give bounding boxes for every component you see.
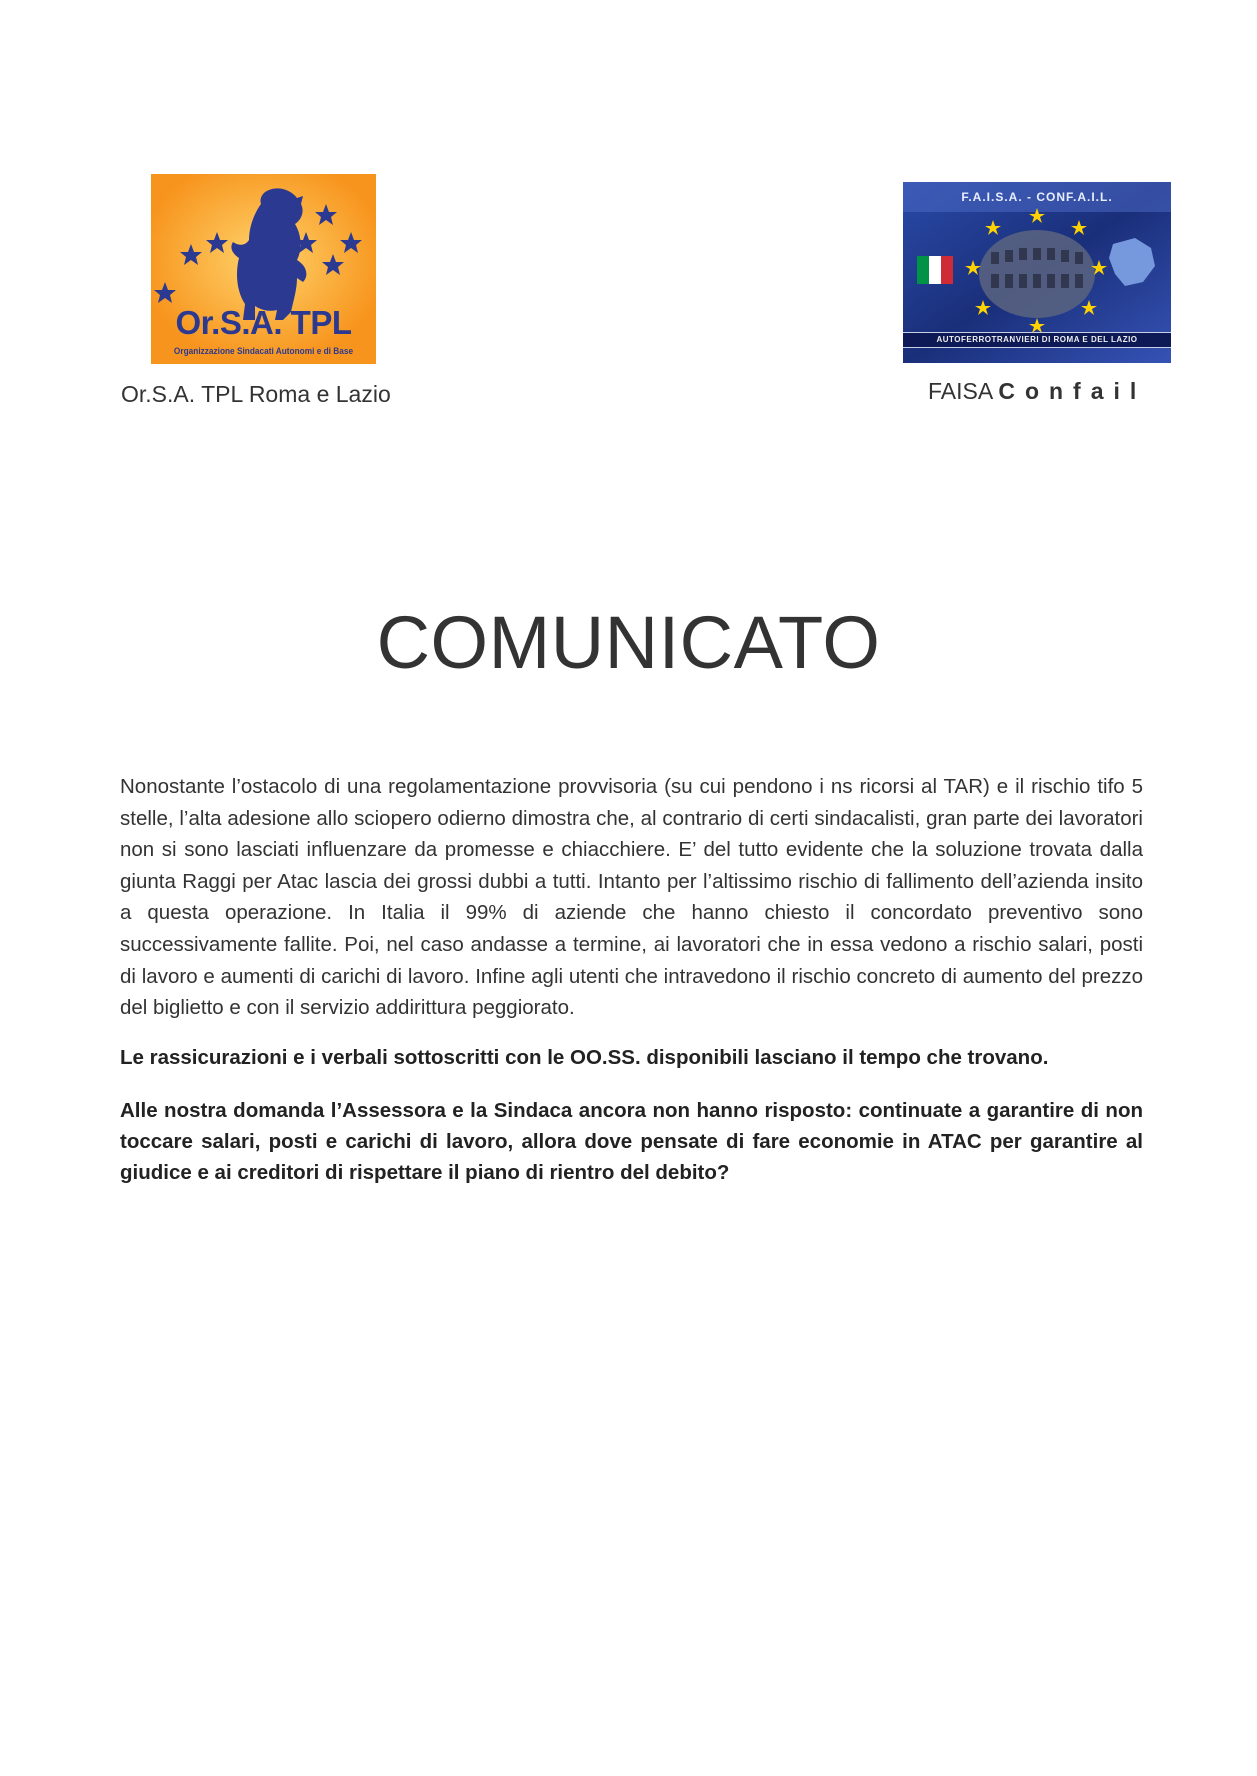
faisa-logo-banner: F.A.I.S.A. - CONF.A.I.L. [961,190,1113,204]
orsa-logo-subtitle: Organizzazione Sindacati Autonomi e di Base [173,346,354,356]
document-body [120,771,1143,1188]
paragraph-3: Alle nostra domanda l’Assessora e la Sindaca ancora non hanno risposto: continuate a garantire di non toccare salari, posti e carichi di lavoro, allora dove pensate di fare economie in ATAC per garantire al giudice e ai creditori di rispettare il piano di rientro del debito? [120,1098,1143,1184]
paragraph-1: Nonostante l’ostacolo di una regolamentazione provvisoria (su cui pendono i ns ricorsi al TAR) e il rischio tifo 5 stelle, l’alta adesione allo sciopero odierno dimostra che, al contrario di certi sindacalisti, gran parte dei lavoratori non si sono lasciati influenzare da promesse e chiacchiere. E’ del tutto evidente che la soluzione trovata dalla giunta Raggi per Atac lascia dei grossi dubbi a tutti. Intanto per l’altissimo rischio di fallimento dell’azienda insito a questa operazione. In Italia il 99% di aziende che hanno chiesto il concordato preventivo sono successivamente fallite. Poi, nel caso andasse a termine, ai lavoratori che in essa vedono a rischio salari, posti di lavoro e aumenti di carichi di lavoro. Infine agli utenti che intravedono il rischio concreto di aumento del prezzo del biglietto e con il servizio addirittura peggiorato. [120,775,1143,1020]
faisa-logo-bottom-text: AUTOFERROTRANVIERI DI ROMA E DEL LAZIO [903,332,1171,348]
orsa-logo [151,174,376,364]
right-caption [928,378,1146,405]
faisa-logo [903,182,1171,363]
paragraph-2: Le rassicurazioni e i verbali sottoscritti con le OO.SS. disponibili lasciano il tempo che trovano. [120,1045,1049,1069]
left-caption: Or.S.A. TPL Roma e Lazio [121,381,391,407]
orsa-logo-title: Or.S.A. TPL [175,304,352,341]
page-title: COMUNICATO [376,601,881,684]
right-caption-prefix: FAISA [928,378,999,404]
right-caption-bold: Confail [998,378,1147,404]
